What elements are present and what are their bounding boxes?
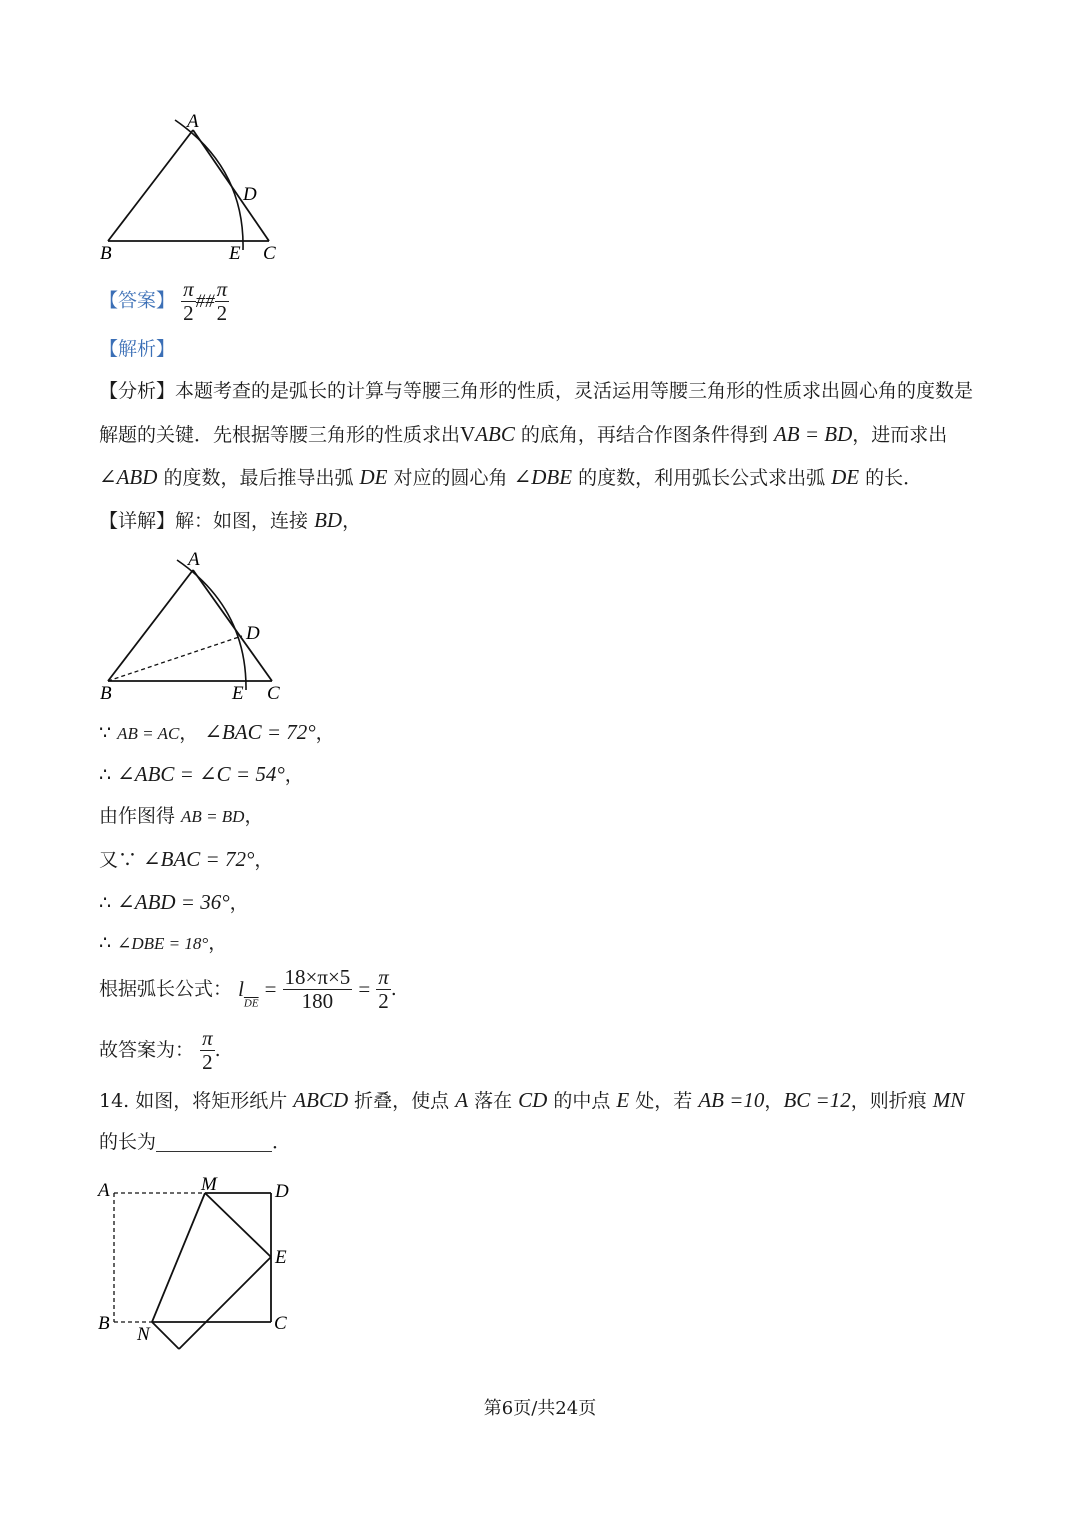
detail-line: 【详解】解：如图，连接 BD， xyxy=(99,508,362,532)
label-C: C xyxy=(267,683,280,704)
jiexi-tag: 【解析】 xyxy=(99,338,176,360)
label-A: A xyxy=(187,111,199,132)
arc-length-formula: 根据弧长公式： $l_{\overline{DE}}$ = $\frac{18\times\pi\times 5}{180}$ = $\frac{\pi}{2}$ . xyxy=(99,965,397,1014)
label-C: C xyxy=(263,243,276,264)
label-D: D xyxy=(243,184,257,205)
label-B: B xyxy=(100,243,112,264)
analysis-line-2: 解题的关键．先根据等腰三角形的性质求出VABC 的底角，再结合作图条件得到 AB = BD，进而求出 xyxy=(99,422,948,446)
final-answer: 故答案为： $\frac{\pi}{2}$ . xyxy=(99,1026,221,1075)
label-C: C xyxy=(274,1313,287,1334)
triangle-figure-2 xyxy=(95,548,295,708)
label-A: A xyxy=(98,1180,110,1201)
label-M: M xyxy=(201,1175,217,1195)
step-4: 又∵ ∠BAC = 72°， xyxy=(99,847,274,871)
step-1: ∵ AB = AC， ∠BAC = 72°， xyxy=(99,720,335,744)
triangle-figure-1 xyxy=(95,108,295,268)
step-2: ∴ ∠ABC = ∠C = 54°， xyxy=(99,762,304,786)
analysis-line-1: 【分析】本题考查的是弧长的计算与等腰三角形的性质，灵活运用等腰三角形的性质求出圆心角的度数是 xyxy=(99,380,974,402)
label-B: B xyxy=(100,683,112,704)
label-E: E xyxy=(229,243,241,264)
label-E: E xyxy=(232,683,244,704)
answer-line xyxy=(99,278,229,325)
answer-frac-2: $\frac{\pi}{2}$ xyxy=(216,277,228,326)
answer-tag: 【答案】 xyxy=(99,289,176,312)
answer-sep: ## xyxy=(195,291,215,313)
analysis-line-3: ∠ABD 的度数，最后推导出弧 DE 对应的圆心角 ∠DBE 的度数，利用弧长公式求出弧 DE 的长． xyxy=(99,465,923,489)
page-footer: 第6页/共24页 xyxy=(483,1398,597,1419)
question-14-line-2: 的长为 ． xyxy=(99,1131,292,1153)
label-D: D xyxy=(275,1181,289,1202)
rectangle-fold-figure xyxy=(95,1175,305,1355)
step-5: ∴ ∠ABD = 36°， xyxy=(99,890,249,914)
step-6: ∴ ∠DBE = 18°， xyxy=(99,932,228,954)
answer-blank xyxy=(156,1133,272,1152)
label-A: A xyxy=(188,549,200,570)
label-D: D xyxy=(246,623,260,644)
label-E: E xyxy=(275,1247,287,1268)
step-3: 由作图得 AB = BD， xyxy=(99,805,264,827)
label-N: N xyxy=(137,1324,150,1345)
question-14-line-1: 14. 如图，将矩形纸片 ABCD 折叠，使点 A 落在 CD 的中点 E 处，若 AB =10，BC =12，则折痕 MN xyxy=(99,1088,965,1112)
answer-frac-1: $\frac{\pi}{2}$ xyxy=(183,277,194,326)
label-B: B xyxy=(98,1313,110,1334)
